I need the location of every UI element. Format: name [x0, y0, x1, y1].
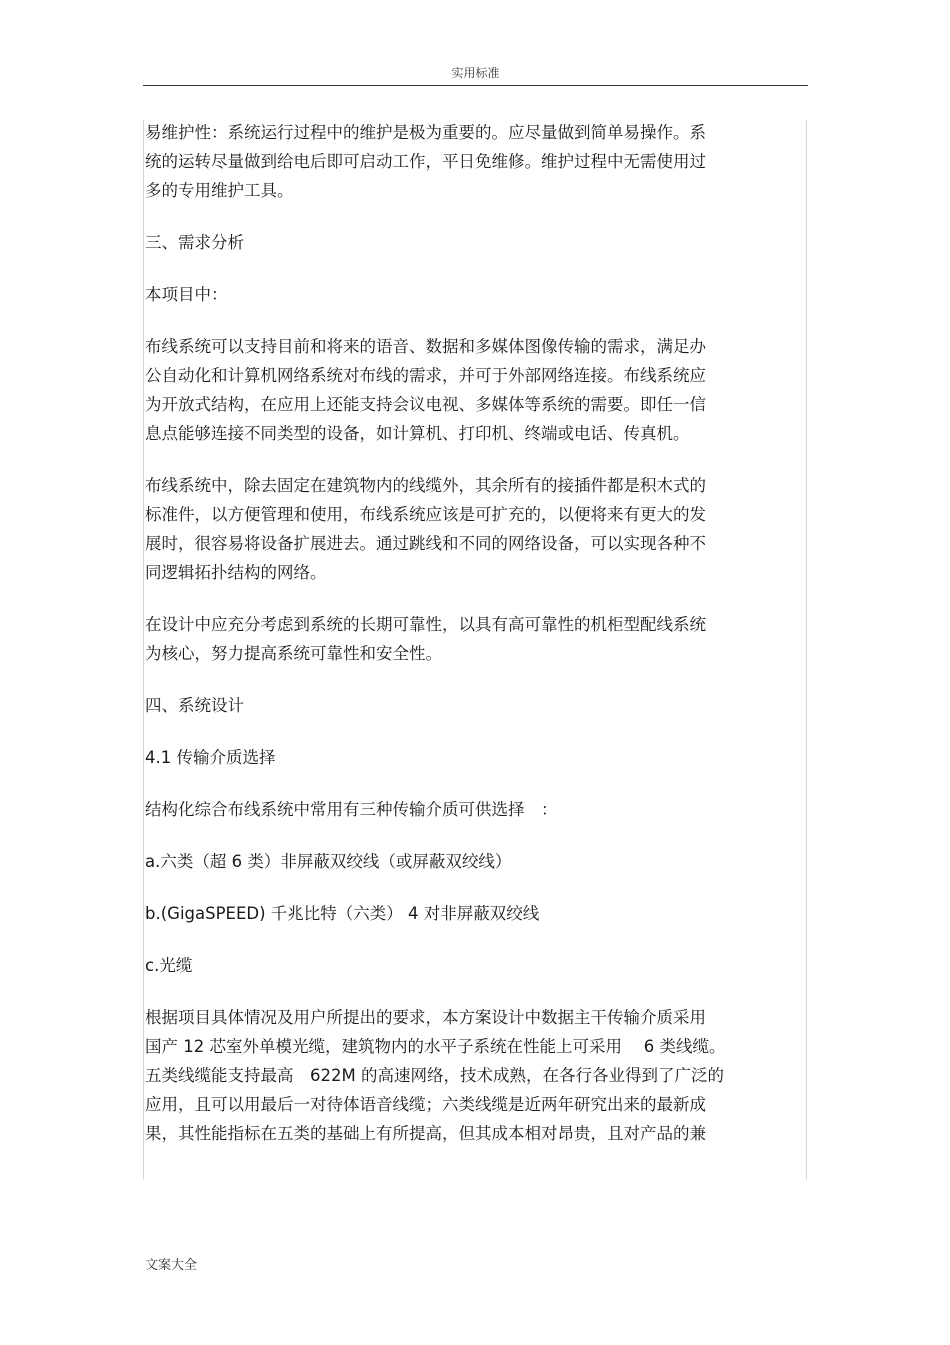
paragraph-cabling-modular — [145, 471, 795, 587]
left-margin-line — [143, 120, 144, 1180]
text-line: 五类线缆能支持最高 622M 的高速网络，技术成熟，在各行各业得到了广泛的 — [145, 1066, 724, 1085]
paragraph-intro: 本项目中： — [145, 285, 228, 304]
text-line: 展时，很容易将设备扩展进去。通过跳线和不同的网络设备，可以实现各种不 — [145, 534, 706, 553]
option-a: a.六类（超 6 类）非屏蔽双绞线（或屏蔽双绞线） — [145, 852, 512, 871]
text-line: 易维护性：系统运行过程中的维护是极为重要的。应尽量做到简单易操作。系 — [145, 123, 706, 142]
text-line: 多的专用维护工具。 — [145, 181, 294, 200]
paragraph-media-decision — [145, 1003, 795, 1148]
header-divider — [143, 85, 808, 86]
section-heading-system-design: 四、系统设计 — [145, 696, 244, 715]
text-line: 在设计中应充分考虑到系统的长期可靠性，以具有高可靠性的机柜型配线系统 — [145, 615, 706, 634]
right-margin-line — [806, 120, 807, 1180]
paragraph-cabling-support — [145, 332, 795, 448]
text-line: 标准件，以方便管理和使用，布线系统应该是可扩充的，以便将来有更大的发 — [145, 505, 706, 524]
option-c: c.光缆 — [145, 956, 193, 975]
text-line: 为开放式结构，在应用上还能支持会议电视、多媒体等系统的需要。即任一信 — [145, 395, 706, 414]
text-line: 布线系统中，除去固定在建筑物内的线缆外，其余所有的接插件都是积木式的 — [145, 476, 706, 495]
text-line: 同逻辑拓扑结构的网络。 — [145, 563, 327, 582]
paragraph-media-options: 结构化综合布线系统中常用有三种传输介质可供选择 ： — [145, 800, 558, 819]
section-heading-requirements: 三、需求分析 — [145, 233, 244, 252]
subsection-heading-media: 4.1 传输介质选择 — [145, 748, 276, 767]
text-line: 根据项目具体情况及用户所提出的要求，本方案设计中数据主干传输介质采用 — [145, 1008, 706, 1027]
text-line: 应用，且可以用最后一对待体语音线缆；六类线缆是近两年研究出来的最新成 — [145, 1095, 706, 1114]
text-line: 布线系统可以支持目前和将来的语音、数据和多媒体图像传输的需求，满足办 — [145, 337, 706, 356]
text-line: 国产 12 芯室外单模光缆，建筑物内的水平子系统在性能上可采用 6 类线缆。 — [145, 1037, 726, 1056]
text-line: 统的运转尽量做到给电后即可启动工作，平日免维修。维护过程中无需使用过 — [145, 152, 706, 171]
option-b: b.(GigaSPEED) 千兆比特（六类） 4 对非屏蔽双绞线 — [145, 904, 540, 923]
text-line: 果，其性能指标在五类的基础上有所提高，但其成本相对昂贵，且对产品的兼 — [145, 1124, 706, 1143]
paragraph-maintainability — [145, 118, 795, 205]
text-line: 为核心，努力提高系统可靠性和安全性。 — [145, 644, 442, 663]
page-header: 实用标准 — [451, 66, 500, 80]
text-line: 公自动化和计算机网络系统对布线的需求，并可于外部网络连接。布线系统应 — [145, 366, 706, 385]
text-line: 息点能够连接不同类型的设备，如计算机、打印机、终端或电话、传真机。 — [145, 424, 690, 443]
paragraph-reliability — [145, 610, 795, 668]
page-footer: 文案大全 — [145, 1258, 198, 1273]
document-body — [145, 118, 795, 1171]
